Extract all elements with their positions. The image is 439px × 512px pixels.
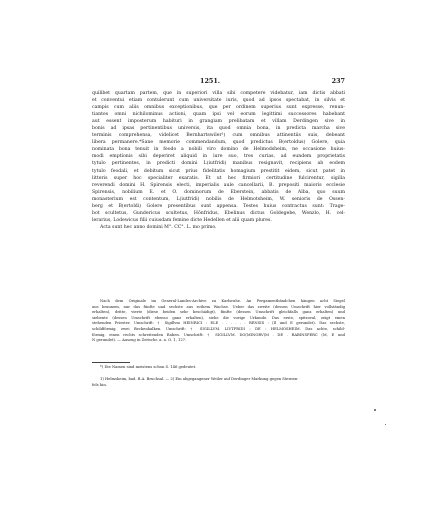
text-line: tiantes omni nichilominus actioni, quam ipsi vel eorum legittimi successores habebant — [92, 112, 345, 118]
reference-line: fels hin. — [92, 382, 107, 387]
reference-line: 1) Helmsheim, bad. B.A. Bruchsal. — 2) Ein abgegangener Weiler auf Derdinger Markung gegen Sternen- — [100, 377, 299, 381]
header-year: 1251. — [200, 77, 221, 85]
text-line: litteris super hoc specialiter exaratis. Et ut hec firmiori certitudine fulcirentur, sigilla — [92, 175, 345, 181]
note-line: stehenden Priester. Umschrift: † Sigillvm HEINRICI : ELE . . . . . . RENSIS : (Il und E gerundet). Das sechste, — [92, 321, 345, 326]
text-line: quilibet quartam partem, que in superiori villa sibi competere videbatur, iam dictis abbati — [92, 91, 345, 96]
text-line: aut essent imposterum habituri in grangiam prelibatam et villam Derdingen sive in — [92, 119, 345, 125]
scan-speck — [374, 409, 376, 411]
text-line: bot scultetus, Gundericus scultetus, Hônfridus, Ebelinus dictus Goldegebe, Wenzlo, H. cel- — [92, 210, 345, 216]
text-line: tytulo pertinentes, in predicti domini L(iutfridi) manibus resignavit, recipiens ab eodem — [92, 161, 345, 167]
text-line: berg et B(ertoldi) Golere presentibus sunt appensa. Testes huius contractus sunt: Trage- — [92, 203, 345, 209]
text-line: campis cum aliis omnibus exceptionibus, que per ordinem superius sunt expresse, renun- — [92, 105, 345, 111]
text-line: nominata bona tenuit in feodo a nobili viro domino de Helmodsheim, ne occasione huius- — [92, 147, 345, 153]
footnote-divider — [92, 362, 130, 363]
page-header — [92, 77, 345, 87]
text-line: terminis comprehensa, videlicet Bernhartswiler¹) cum omnibus attinentiis suis, debeant — [92, 133, 345, 139]
note-line: siebente (dessen Umschrift ebenso ganz erhalten), siehe die vorige Urkunde. Das erste, spitzoval, zeigt einen — [92, 315, 345, 320]
page-number: 237 — [331, 77, 345, 85]
text-line: lerarius, Lodewicus filii cuiusdam femine dicte Hedellen et alii quam plures. — [92, 217, 272, 223]
note-line: aus braunem, nur das fünfte und sechste aus rothem Wachse. Ueber das zweite (dessen Umschrift hier vollständig — [92, 304, 345, 309]
text-line: reverendi domini H. Spirensis electi, imperialis aule cancellarii, B. prepositi maioris ecclesie — [92, 182, 345, 188]
note-line: schildförmig, zwei Beckenhalken. Umschrift: † SIGILLVM. LIVTFRIDI : DE : HELMOSHEIM. Das achte, schild- — [92, 326, 345, 331]
text-line: bonis ad ipsas pertinentibus universis, ita quod omnia bona, in predicta marcha sive — [92, 126, 345, 132]
text-line: monasterium est contentum, L(iutfridi) nobilis de Helmotsheim, W. senioris de Ossen- — [92, 196, 345, 202]
text-line: et conventui etiam contulerunt cum universitate iuris, quod ad ipsos spectabat, in silvis et — [92, 98, 345, 104]
text-line: modi emptionis sibi deperiret aliquid in iure suo, tres curias, ad eundem proprietatis — [92, 154, 345, 160]
note-line: erhalten), dritte, vierte (diese beiden sehr beschädigt), fünfte (dessen Umschrift gleichfalls ganz erhalten) und — [92, 310, 345, 315]
source-notes — [92, 299, 345, 344]
note-line: N gerundet). — Auszug in Zeitschr. a. a. O. 1, 127. — [92, 338, 187, 343]
note-line: förmig, einen rechts schreitenden Raben. Umschrift: † SIGILLVM. DO(MINORV)M . DE . RABINSPERC (M, E und — [92, 332, 345, 337]
text-line: libera permanere.*Sane memorie commendandum, quod predictus B(ertoldus) Golere, quia — [92, 140, 345, 146]
text-line: tytulo feodali, et debitum sicut prius fidelitatis homagium prestitit eidem, sicut patet in — [92, 168, 345, 174]
scan-speck — [385, 424, 386, 425]
dating-clause: Acta sunt hec anno domini M°. CC°. L. mo primo. — [100, 224, 217, 230]
text-line: Spirensis, nobilium E. et O. dominorum de Eberstein, abbatis de Alba, quo suum — [92, 189, 345, 195]
note-line: Nach dem Originale im General-Landes-Archive zu Karlsruhe. An Pergamentbändchen hängen acht Siegel — [100, 299, 345, 303]
place-references — [92, 377, 345, 388]
footnote: *) Die Namen sind meistens schon S. 146 gedeutet. — [100, 365, 197, 369]
charter-text — [92, 90, 345, 231]
